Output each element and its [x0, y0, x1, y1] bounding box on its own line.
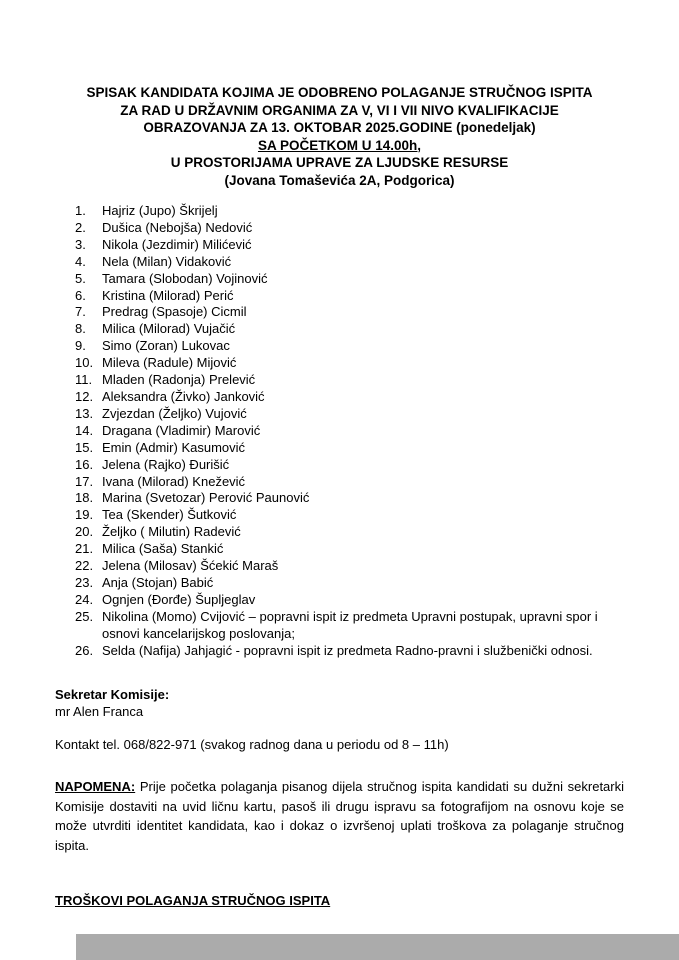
- candidate-item: Kristina (Milorad) Perić: [102, 287, 234, 303]
- candidate-item: Ognjen (Đorđe) Šupljeglav: [102, 591, 256, 607]
- footer-heading: TROŠKOVI POLAGANJA STRUČNOG ISPITA: [55, 893, 331, 909]
- candidate-item: Predrag (Spasoje) Cicmil: [102, 304, 247, 320]
- candidate-item: Nikolina (Momo) Cvijović – popravni ispit iz predmeta Upravni postupak, upravni spor i osnovi kancelarijskog poslovanja;: [102, 608, 598, 641]
- contact-line: Kontakt tel. 068/822-971 (svakog radnog dana u periodu od 8 – 11h): [55, 737, 449, 753]
- candidate-item: Aleksandra (Živko) Janković: [102, 388, 265, 404]
- secretary-label: Sekretar Komisije:: [55, 687, 170, 703]
- page-bottom-edge: [76, 934, 679, 960]
- title-line: SPISAK KANDIDATA KOJIMA JE ODOBRENO POLAGANJE STRUČNOG ISPITA: [86, 85, 593, 100]
- title-line: OBRAZOVANJA ZA 13. OKTOBAR 2025.GODINE (ponedeljak): [143, 120, 536, 135]
- title-block: [55, 84, 624, 189]
- candidate-item: Milica (Saša) Stankić: [102, 541, 224, 557]
- candidate-item: Anja (Stojan) Babić: [102, 574, 214, 590]
- candidate-item: Dušica (Nebojša) Nedović: [102, 219, 253, 235]
- title-line: (Jovana Tomaševića 2A, Podgorica): [224, 172, 455, 188]
- candidate-item: Nela (Milan) Vidaković: [102, 253, 232, 269]
- candidate-item: Selda (Nafija) Jahjagić - popravni ispit iz predmeta Radno-pravni i službenički odnosi.: [102, 642, 593, 658]
- candidate-item: Zvjezdan (Željko) Vujović: [102, 405, 247, 421]
- candidate-item: Emin (Admir) Kasumović: [102, 439, 246, 455]
- candidate-item: Nikola (Jezdimir) Milićević: [102, 236, 252, 252]
- candidate-item: Dragana (Vladimir) Marović: [102, 422, 261, 438]
- note-label: NAPOMENA:: [55, 779, 136, 795]
- candidate-item: Tamara (Slobodan) Vojinović: [102, 270, 268, 286]
- title-line: U PROSTORIJAMA UPRAVE ZA LJUDSKE RESURSE: [170, 155, 509, 170]
- title-line: ZA RAD U DRŽAVNIM ORGANIMA ZA V, VI I VII NIVO KVALIFIKACIJE: [120, 102, 559, 118]
- title-line: SA POČETKOM U 14.00h,: [257, 137, 422, 153]
- candidate-item: Hajriz (Jupo) Škrijelj: [102, 203, 218, 218]
- candidate-item: Mladen (Radonja) Prelević: [102, 372, 256, 388]
- candidate-item: Jelena (Rajko) Đurišić: [102, 456, 230, 472]
- candidate-item: Milica (Milorad) Vujačić: [102, 321, 236, 337]
- secretary-name: mr Alen Franca: [55, 704, 144, 720]
- candidate-item: Jelena (Milosav) Šćekić Maraš: [102, 558, 279, 574]
- candidate-item: Ivana (Milorad) Knežević: [102, 473, 246, 489]
- note-text: Prije početka polaganja pisanog dijela stručnog ispita kandidati su dužni sekretarki Komisije dostaviti na uvid ličnu kartu, pasoš ili drugu ispravu sa fotografijom na osnovu koje se može utvrditi identitet kandidata, kao i dokaz o izvršenoj uplati troškova za polaganje stručnog ispita.: [55, 779, 624, 853]
- candidate-item: Marina (Svetozar) Perović Paunović: [102, 490, 310, 506]
- candidates-list: [55, 203, 624, 659]
- candidate-item: Željko ( Milutin) Radević: [102, 524, 241, 540]
- note-paragraph: [55, 777, 624, 855]
- candidate-item: Mileva (Radule) Mijović: [102, 355, 237, 371]
- candidate-item: Simo (Zoran) Lukovac: [102, 338, 230, 354]
- candidate-item: Tea (Skender) Šutković: [102, 507, 237, 523]
